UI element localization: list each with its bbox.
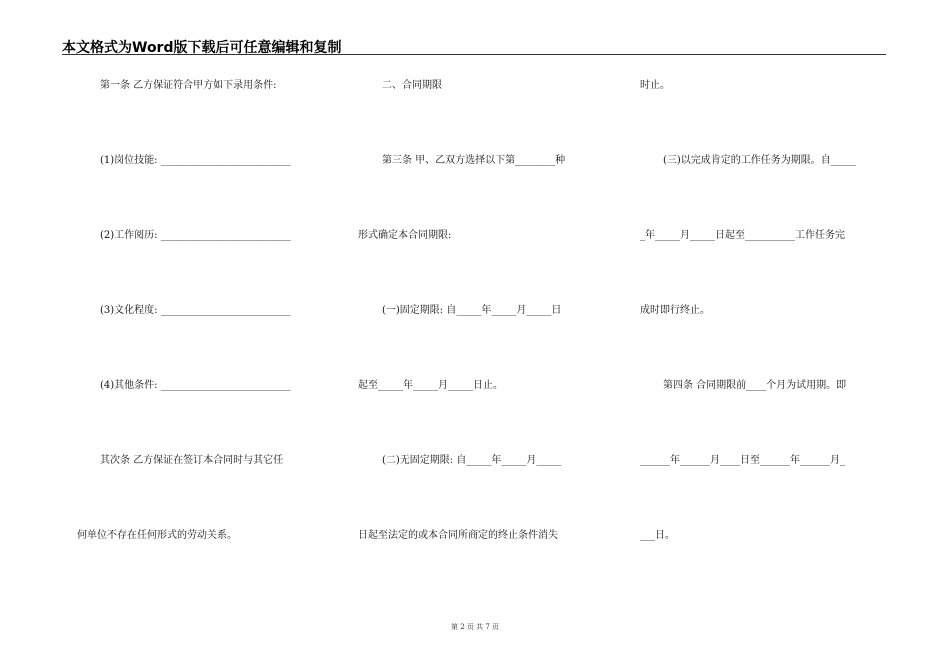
column-1-line: 何单位不存在任何形式的劳动关系。 xyxy=(77,530,237,541)
column-2-line: (二)无固定期限: 自_____年_____月_____ xyxy=(382,455,562,466)
column-1-line: 其次条 乙方保证在签订本合同时与其它任 xyxy=(100,455,284,466)
page-number: 第 2 页 共 7 页 xyxy=(450,623,500,631)
document-header-title: 本文格式为Word版下载后可任意编辑和复制 xyxy=(62,40,342,56)
column-2-line: 二、合同期限 xyxy=(382,80,442,91)
column-1-line: (2)工作阅历: __________________________ xyxy=(100,230,291,241)
column-1-line: (1)岗位技能: __________________________ xyxy=(100,155,291,166)
column-3-line: 第四条 合同期限前____个月为试用期。即 xyxy=(663,380,847,391)
column-3-line: _年_____月_____日起至__________工作任务完 xyxy=(640,230,845,241)
column-2-line: 第三条 甲、乙双方选择以下第________种 xyxy=(382,155,566,166)
column-2-line: 形式确定本合同期限: xyxy=(358,230,452,241)
column-3-line: (三)以完成肯定的工作任务为期限。自_____ xyxy=(663,155,856,166)
column-3-line: ___日。 xyxy=(640,530,675,541)
column-1-line: 第一条 乙方保证符合甲方如下录用条件: xyxy=(100,80,277,91)
header-divider xyxy=(62,54,886,55)
column-3-line: ______年______月____日至______年______月_ xyxy=(640,455,845,466)
column-2-line: 起至_____年_____月_____日止。 xyxy=(358,380,503,391)
column-2-line: 日起至法定的或本合同所商定的终止条件消失 xyxy=(358,530,558,541)
column-1-line: (3)文化程度: __________________________ xyxy=(100,305,291,316)
column-1-line: (4)其他条件: __________________________ xyxy=(100,380,291,391)
column-3-line: 时止。 xyxy=(640,80,670,91)
column-2-line: (一)固定期限: 自_____年_____月_____日 xyxy=(382,305,562,316)
column-3-line: 成时即行终止。 xyxy=(640,305,710,316)
